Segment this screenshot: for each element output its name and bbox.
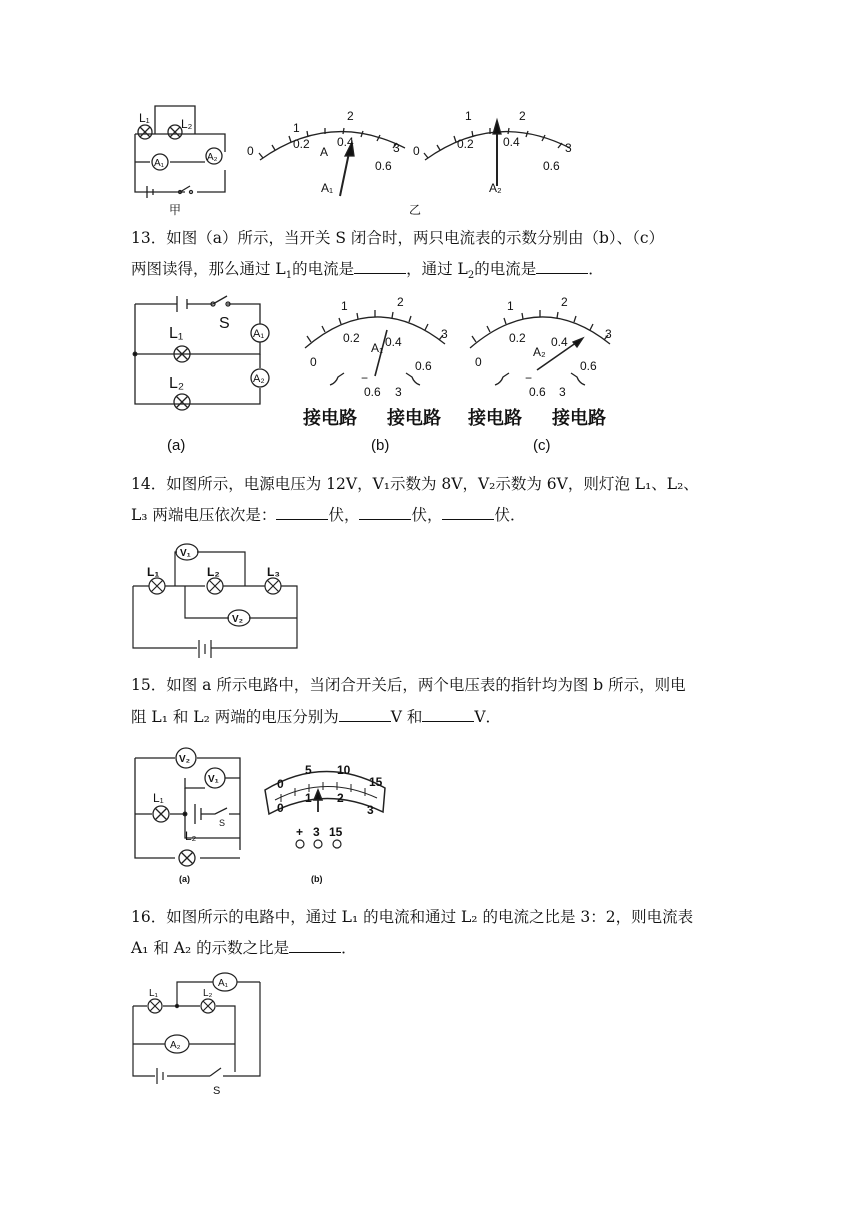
svg-text:1: 1 bbox=[507, 299, 514, 313]
fig13-caption-a: (a) bbox=[167, 437, 186, 454]
connect-label: 接电路 bbox=[303, 408, 357, 429]
fig15-v2: V₂ bbox=[179, 754, 191, 765]
figure-13 bbox=[125, 290, 625, 455]
fig13-a2-symbol: A₂ bbox=[253, 373, 265, 385]
question-16-line1: 16．如图所示的电路中，通过 L₁ 的电流和通过 L₂ 的电流之比是 3：2，则电流表 bbox=[131, 908, 694, 926]
fig16-a2: A₂ bbox=[170, 1040, 181, 1051]
fig14-lamp2: L₂ bbox=[207, 565, 220, 579]
answer-blank[interactable] bbox=[536, 259, 588, 274]
fig15-v1: V₁ bbox=[208, 774, 219, 785]
svg-text:0.6: 0.6 bbox=[375, 159, 392, 173]
svg-text:3: 3 bbox=[367, 803, 374, 817]
fig16-lamp2: L₂ bbox=[203, 988, 213, 999]
svg-text:+: + bbox=[296, 825, 304, 839]
answer-blank[interactable] bbox=[339, 707, 391, 722]
svg-text:0: 0 bbox=[277, 801, 284, 815]
fig14-v1: V₁ bbox=[180, 548, 191, 559]
svg-text:3: 3 bbox=[565, 141, 572, 155]
fig14-v2: V₂ bbox=[232, 614, 244, 625]
svg-text:0.4: 0.4 bbox=[385, 335, 402, 349]
label-yi: 乙 bbox=[409, 203, 422, 217]
svg-text:3: 3 bbox=[605, 327, 612, 341]
figure-14 bbox=[125, 538, 315, 668]
svg-text:15: 15 bbox=[329, 825, 343, 839]
figure-16 bbox=[125, 960, 275, 1100]
svg-text:3: 3 bbox=[441, 327, 448, 341]
connect-label: 接电路 bbox=[387, 408, 441, 429]
svg-text:−: − bbox=[361, 371, 369, 385]
svg-text:0.2: 0.2 bbox=[509, 331, 526, 345]
svg-text:0: 0 bbox=[310, 355, 317, 369]
answer-blank[interactable] bbox=[422, 707, 474, 722]
question-14-line2: L₃ 两端电压依次是： 伏， 伏， 伏． bbox=[131, 506, 526, 524]
fig14-lamp3: L₃ bbox=[267, 565, 280, 579]
svg-text:0.2: 0.2 bbox=[343, 331, 360, 345]
meter-a1-symbol: A₁ bbox=[154, 158, 165, 169]
question-13-line2: 两图读得，那么通过 $L_1$的电流是 ，通过 $L_2$的电流是 ． bbox=[131, 260, 604, 282]
question-13-line1: 13．如图（a）所示，当开关 S 闭合时，两只电流表的示数分别由（b）、（c） bbox=[131, 229, 665, 247]
answer-blank[interactable] bbox=[354, 259, 406, 274]
lamp-l2-label: L₂ bbox=[181, 117, 193, 131]
svg-text:3: 3 bbox=[393, 141, 400, 155]
svg-text:0.6: 0.6 bbox=[415, 359, 432, 373]
svg-text:3: 3 bbox=[559, 385, 566, 399]
svg-text:0.6: 0.6 bbox=[580, 359, 597, 373]
unit-a: A bbox=[320, 145, 329, 159]
svg-text:2: 2 bbox=[337, 791, 344, 805]
svg-text:−: − bbox=[525, 371, 533, 385]
answer-blank[interactable] bbox=[442, 505, 494, 520]
answer-blank[interactable] bbox=[289, 938, 341, 953]
svg-text:10: 10 bbox=[337, 763, 351, 777]
question-16-line2: A₁ 和 A₂ 的示数之比是 ． bbox=[131, 939, 357, 957]
svg-text:0.6: 0.6 bbox=[364, 385, 381, 399]
meter-a2-symbol: A₂ bbox=[207, 152, 218, 163]
svg-text:2: 2 bbox=[347, 109, 354, 123]
svg-text:2: 2 bbox=[397, 295, 404, 309]
fig13-a1-symbol: A₁ bbox=[253, 328, 265, 340]
fig16-a1: A₁ bbox=[218, 978, 229, 989]
svg-text:0.4: 0.4 bbox=[551, 335, 568, 349]
connect-label: 接电路 bbox=[468, 408, 522, 429]
svg-text:0: 0 bbox=[475, 355, 482, 369]
svg-text:0: 0 bbox=[247, 144, 254, 158]
svg-text:0.4: 0.4 bbox=[337, 135, 354, 149]
svg-text:0.2: 0.2 bbox=[457, 137, 474, 151]
svg-text:0: 0 bbox=[413, 144, 420, 158]
fig13b-meter-label: A₁ bbox=[371, 341, 384, 355]
fig13-caption-b: (b) bbox=[371, 437, 390, 454]
svg-text:1: 1 bbox=[305, 791, 312, 805]
svg-text:2: 2 bbox=[519, 109, 526, 123]
lamp-l1-label: L₁ bbox=[139, 111, 150, 125]
figure-top-circuit-and-ammeters bbox=[125, 100, 585, 218]
fig13-caption-c: (c) bbox=[533, 437, 551, 454]
svg-text:0.6: 0.6 bbox=[543, 159, 560, 173]
svg-text:0.2: 0.2 bbox=[293, 137, 310, 151]
svg-text:1: 1 bbox=[465, 109, 472, 123]
svg-text:0.6: 0.6 bbox=[529, 385, 546, 399]
fig13-lamp1: L₁ bbox=[169, 325, 184, 342]
svg-text:15: 15 bbox=[369, 775, 383, 789]
fig14-lamp1: L₁ bbox=[147, 565, 160, 579]
fig16-switch: S bbox=[213, 1085, 221, 1097]
fig15-switch: S bbox=[219, 818, 226, 828]
fig13-lamp2: L₂ bbox=[169, 375, 185, 392]
fig13-switch: S bbox=[219, 315, 230, 332]
fig15-lamp1: L₁ bbox=[153, 791, 164, 805]
fig15-lamp2: L₂ bbox=[185, 829, 197, 843]
question-15-line1: 15．如图 a 所示电路中，当闭合开关后，两个电压表的指针均为图 b 所示，则电 bbox=[131, 676, 686, 694]
svg-text:0: 0 bbox=[277, 777, 284, 791]
svg-text:2: 2 bbox=[561, 295, 568, 309]
ammeter-a1-caption: A₁ bbox=[321, 181, 334, 195]
question-15-line2: 阻 L₁ 和 L₂ 两端的电压分别为 V 和 V． bbox=[131, 708, 502, 726]
svg-text:1: 1 bbox=[293, 121, 300, 135]
svg-text:5: 5 bbox=[305, 763, 312, 777]
svg-text:3: 3 bbox=[313, 825, 320, 839]
connect-label: 接电路 bbox=[552, 408, 606, 429]
answer-blank[interactable] bbox=[359, 505, 411, 520]
fig16-lamp1: L₁ bbox=[149, 988, 158, 999]
svg-text:3: 3 bbox=[395, 385, 402, 399]
label-jia: 甲 bbox=[169, 203, 182, 217]
fig15-caption-b: (b) bbox=[311, 874, 323, 884]
svg-text:1: 1 bbox=[341, 299, 348, 313]
question-14-line1: 14．如图所示，电源电压为 12V，V₁示数为 8V，V₂示数为 6V，则灯泡 L₁、L₂、 bbox=[131, 475, 699, 493]
fig15-caption-a: (a) bbox=[179, 874, 190, 884]
answer-blank[interactable] bbox=[276, 505, 328, 520]
fig13c-meter-label: A₂ bbox=[533, 345, 546, 359]
figure-15 bbox=[125, 740, 400, 885]
svg-text:0.4: 0.4 bbox=[503, 135, 520, 149]
ammeter-a2-caption: A₂ bbox=[489, 181, 502, 195]
